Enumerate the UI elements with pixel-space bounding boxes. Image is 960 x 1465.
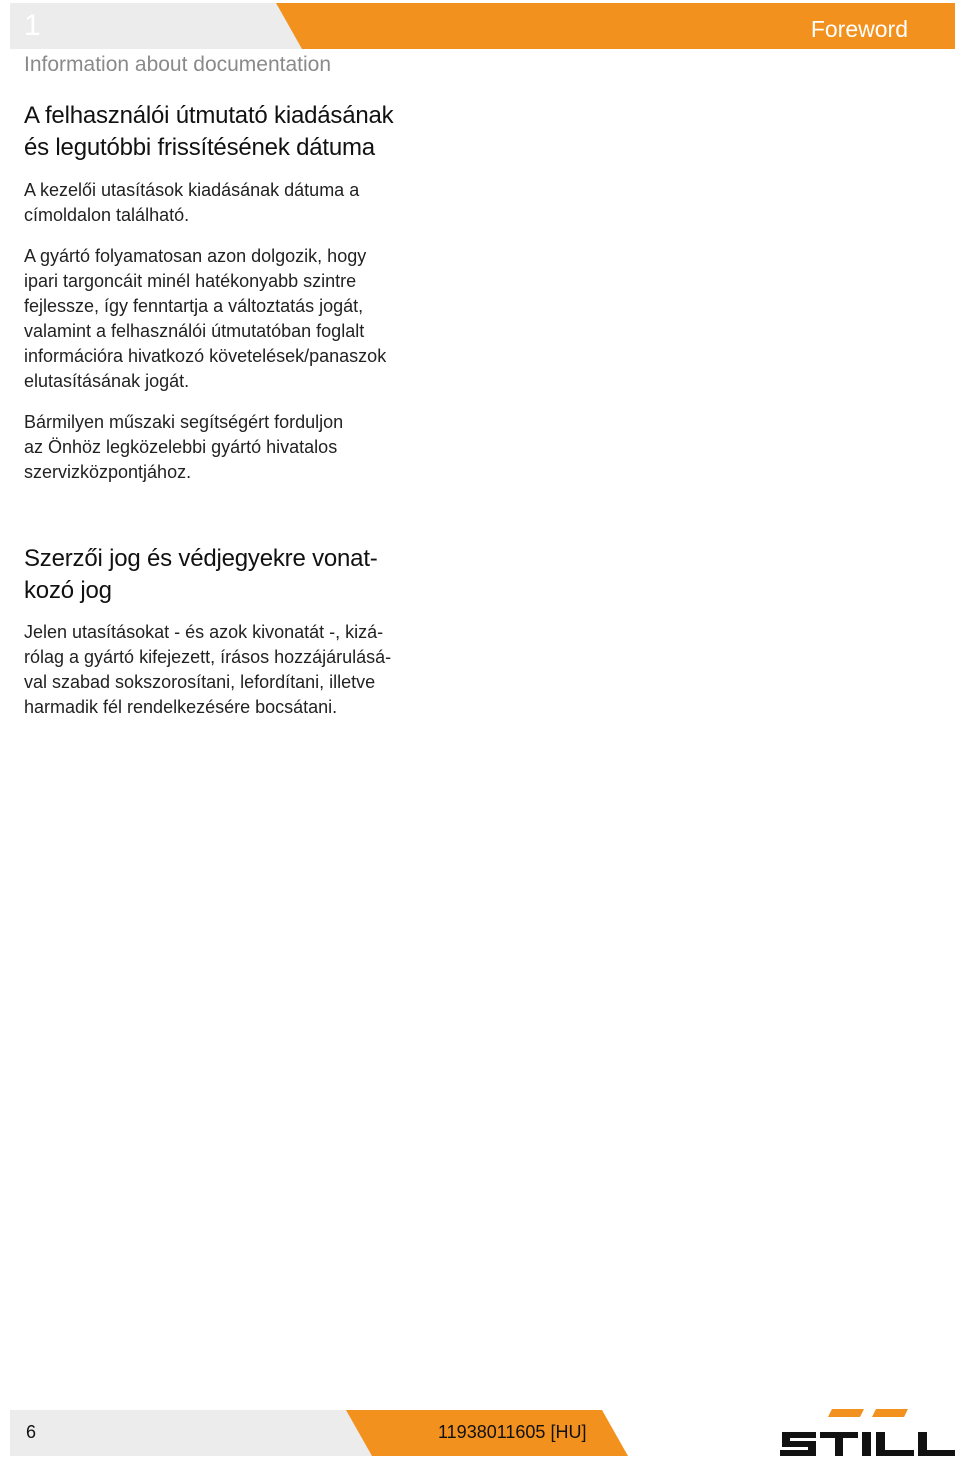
section-heading-publication-date	[24, 100, 464, 164]
text-line: fejlessze, így fenntartja a változtatás jogát,	[24, 296, 364, 316]
text-line: Bármilyen műszaki segítségért forduljon	[24, 412, 344, 432]
heading-line: A felhasználói útmutató kiadásának	[24, 102, 394, 129]
text-line: címoldalon található.	[24, 205, 190, 225]
text-line: A gyártó folyamatosan azon dolgozik, hogy	[24, 246, 367, 266]
footer-gray-section	[10, 1410, 376, 1456]
text-line: ipari targoncáit minél hatékonyabb szintre	[24, 271, 357, 291]
heading-line: Szerzői jog és védjegyekre vonat-	[24, 545, 378, 572]
paragraph-copyright	[24, 620, 464, 720]
text-line: valamint a felhasználói útmutatóban foglalt	[24, 321, 365, 341]
text-line: harmadik fél rendelkezésére bocsátani.	[24, 697, 338, 717]
text-line: szervizközpontjához.	[24, 462, 192, 482]
heading-line: és legutóbbi frissítésének dátuma	[24, 134, 375, 161]
text-line: elutasításának jogát.	[24, 371, 190, 391]
chapter-title: Foreword	[810, 16, 908, 42]
text-line: információra hivatkozó követelések/panaszok	[24, 346, 387, 366]
paragraph-technical-support	[24, 410, 464, 485]
text-line: A kezelői utasítások kiadásának dátuma a	[24, 180, 360, 200]
text-line: az Önhöz legközelebbi gyártó hivatalos	[24, 437, 338, 457]
page-number: 6	[26, 1422, 37, 1442]
text-line: val szabad sokszorosítani, lefordítani, illetve	[24, 672, 376, 692]
still-logo	[780, 1408, 955, 1458]
main-content	[24, 100, 464, 720]
heading-line: kozó jog	[24, 577, 112, 604]
section-heading-copyright	[24, 543, 464, 607]
still-logo-icon	[780, 1408, 955, 1458]
paragraph-manufacturer-rights	[24, 244, 464, 394]
header-gray-section	[10, 3, 306, 49]
text-line: Jelen utasításokat - és azok kivonatát -, kizá-	[24, 622, 384, 642]
section-subtitle: Information about documentation	[24, 53, 332, 76]
text-line: rólag a gyártó kifejezett, írásos hozzájárulásá-	[24, 647, 392, 667]
chapter-number: 1	[24, 9, 41, 42]
paragraph-publication-date	[24, 178, 464, 228]
document-code: 11938011605 [HU]	[438, 1422, 587, 1442]
